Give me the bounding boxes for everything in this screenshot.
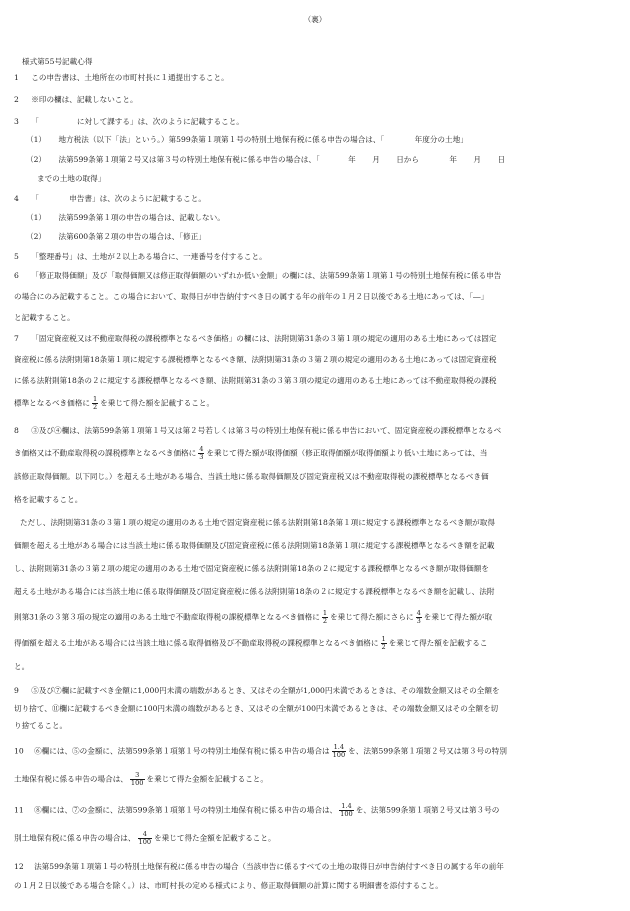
sub-item-number: （1）	[26, 213, 47, 222]
item-number: 5	[14, 252, 19, 261]
item-text: を乗じて得た額が取得価額（修正取得価額が取得価額より低い土地にあっては、当	[206, 448, 488, 458]
sub-item-number: （1）	[26, 135, 47, 144]
item-8	[14, 426, 501, 436]
item-text: 「固定資産税又は不動産取得税の課税標準となるべき価格」の欄には、法附則第31条の３第１項の規定の適用のある土地にあっては固定	[31, 334, 497, 343]
year-label: 年	[449, 155, 457, 164]
item-text: ⑥欄には、⑤の金額に、法第599条第１項第１号の特別土地保有税に係る申告の場合は	[34, 746, 330, 756]
item-number: 10	[14, 746, 24, 756]
item-8-para-2-line-3: し、法附則第31条の３第２項の規定の適用のある土地で固定資産税に係る法附則第18条の２に規定する課税標準となるべき額が取得価額を	[14, 564, 489, 573]
denominator: 3	[416, 617, 421, 625]
item-9-line-2: 切り捨て、⑪欄に記載するべき金額に100円未満の端数があるとき、又はその全額が100円未満であるときは、その端数金額又はその全額を切	[14, 704, 499, 713]
denominator: 2	[381, 643, 386, 651]
item-8-para-2-line-2: 価額を超える土地がある場合には当該土地に係る取得価額及び固定資産税に係る法附則第18条第１項に規定する課税標準となるべき額を記載	[14, 541, 495, 550]
item-4-sub-2	[26, 232, 206, 242]
item-4	[14, 194, 206, 204]
item-text: ⑤及び⑦欄に記載すべき金額に1,000円未満の端数があるとき、又はその全額が1,000円未満であるときは、その端数金額又はその全額を	[31, 686, 500, 695]
item-text: 則第31条の３第３項の規定の適用のある土地で不動産取得税の課税標準となるべき価格に	[14, 612, 320, 622]
item-7	[14, 334, 496, 344]
item-number: 12	[14, 862, 24, 871]
denominator: 2	[92, 403, 98, 411]
denominator: 100	[340, 810, 353, 818]
item-number: 3	[14, 117, 19, 126]
numerator: 4	[416, 609, 421, 617]
numerator: 1	[381, 635, 386, 643]
day-label: 日	[497, 155, 506, 164]
page-header: （裏）	[303, 15, 327, 24]
item-11-line-2	[14, 831, 276, 846]
item-text: を乗じて得た額を記載するこ	[388, 638, 488, 648]
sub-item-text: 法第600条第２項の申告の場合は、「修正」	[58, 232, 206, 241]
numerator: 1	[92, 395, 98, 403]
fraction-four-thirds	[198, 446, 204, 461]
item-12-line-2: の１月２日以後である場合を除く。）は、市町村長の定める様式により、修正取得価額の計算に関する明細書を添付すること。	[14, 881, 443, 890]
fraction-one-half	[322, 610, 328, 625]
item-text: この申告書は、土地所在の市町村長に１通提出すること。	[31, 73, 229, 82]
item-6-line-2: の場合にのみ記載すること。この場合において、取得日が申告納付すべき日の属する年の前年の１月２日以後である土地にあっては、「―」	[14, 292, 489, 301]
denominator: 3	[199, 453, 204, 461]
denominator: 100	[332, 751, 346, 759]
item-text: 「 に対して課する」は、次のように記載すること。	[31, 117, 244, 126]
item-8-para-2-line-6	[14, 636, 487, 651]
item-text: ※印の欄は、記載しないこと。	[31, 95, 138, 104]
fraction-one-half	[92, 396, 98, 411]
item-12	[14, 862, 504, 872]
numerator: 1.4	[339, 803, 354, 811]
item-text: を、法第599条第１項第２号又は第３号の	[355, 805, 500, 815]
item-7-line-2: 資産税に係る法附則第18条第１項に規定する課税標準となるべき額、法附則第31条の３第２項の規定の適用のある土地にあっては固定資産税	[14, 355, 497, 364]
item-text: 法第599条第１項第１号の特別土地保有税に係る申告の場合（当該申告に係るすべての土地の取得日が申告納付すべき日の属する年の前年	[34, 862, 504, 871]
item-text: 「修正取得価額」及び「取得価額又は修正取得価額のいずれか低い金額」の欄には、法第599条第１項第１号の特別土地保有税に係る申告	[31, 271, 502, 280]
item-8-para-2-line-5	[14, 610, 492, 625]
item-9-line-3: り捨てること。	[14, 721, 68, 730]
sub-item-text: 地方税法（以下「法」という。）第599条第１項第１号の特別土地保有税に係る申告の場合は、「 年度分の土地」	[58, 135, 468, 144]
fraction-3-over-100	[130, 772, 145, 787]
item-10	[14, 744, 507, 759]
item-text: 土地保有税に係る申告の場合は、	[14, 774, 128, 784]
item-text: 標準となるべき価格に	[14, 398, 90, 408]
item-text: き価格又は不動産取得税の課税標準となるべき価格に	[14, 448, 197, 458]
item-text: を乗じて得た額にさらに	[330, 612, 414, 622]
denominator: 100	[138, 838, 152, 846]
item-text: 得価額を超える土地がある場合には当該土地に係る取得価格及び不動産取得税の課税標準となるべき価格に	[14, 638, 379, 648]
item-9	[14, 686, 500, 696]
item-text: ③及び④欄は、法第599条第１項第１号又は第２号若しくは第３号の特別土地保有税に係る申告において、固定資産税の課税標準となるべ	[31, 426, 502, 435]
item-3	[14, 117, 244, 127]
item-text: を乗じて得た額を記載すること。	[100, 398, 215, 408]
month-label: 月	[372, 155, 380, 164]
numerator: 1	[322, 609, 328, 617]
item-8-para-2-line-4: 超える土地がある場合には当該土地に係る取得価額及び固定資産税に係る法附則第18条の２に規定する課税標準となるべき額を記載し、法附	[14, 587, 495, 596]
item-7-line-3: に係る法附則第18条の２に規定する課税標準となるべき額、法附則第31条の３第３項の規定の適用のある土地にあっては不動産取得税の課税	[14, 376, 497, 385]
item-number: 11	[14, 805, 24, 815]
item-3-sub-2-cont	[37, 174, 105, 184]
item-text: を乗じて得た金額を記載すること。	[146, 774, 268, 784]
sub-item-text: までの土地の取得」	[37, 174, 106, 183]
fraction-1.4-over-100	[332, 744, 347, 759]
item-text: ⑧欄には、⑦の金額に、法第599条第１項第１号の特別土地保有税に係る申告の場合は、	[34, 805, 338, 815]
numerator: 3	[130, 772, 145, 780]
item-7-line-4	[14, 396, 214, 411]
item-number: 6	[14, 271, 19, 280]
day-from-label: 日から	[396, 155, 419, 164]
item-text: 「整理番号」は、土地が２以上ある場合に、一連番号を付すること。	[31, 252, 267, 261]
item-text: を乗じて得た金額を記載すること。	[154, 833, 276, 843]
year-label: 年	[348, 155, 356, 164]
item-number: 9	[14, 686, 19, 695]
item-text: 別土地保有税に係る申告の場合は、	[14, 833, 136, 843]
item-text: 「 申告書」は、次のように記載すること。	[31, 194, 206, 203]
item-number: 2	[14, 95, 19, 104]
item-4-sub-1	[26, 213, 225, 223]
item-8-line-3: 該修正取得価額。以下同じ。）を超える土地がある場合、当該土地に係る取得価額及び固定資産税又は不動産取得税の課税標準となるべき価	[14, 472, 489, 481]
sub-item-text: 法第599条第１項の申告の場合は、記載しない。	[58, 213, 225, 222]
item-8-para-2-line-1: ただし、法附則第31条の３第１項の規定の適用のある土地で固定資産税に係る法附則第18条第１項に規定する課税標準となるべき額が取得	[20, 518, 495, 527]
numerator: 4	[138, 831, 153, 839]
item-number: 4	[14, 194, 19, 203]
item-11	[14, 803, 499, 818]
item-3-sub-2	[26, 155, 505, 165]
item-6-line-3: と記載すること。	[14, 313, 75, 322]
denominator: 100	[130, 779, 144, 787]
form-title: 様式第55号記載心得	[22, 57, 93, 66]
item-number: 1	[14, 73, 19, 82]
item-number: 7	[14, 334, 19, 343]
fraction-4-over-100	[138, 831, 153, 846]
numerator: 4	[199, 445, 204, 453]
item-3-sub-1	[26, 135, 468, 145]
item-2	[14, 95, 138, 105]
sub-item-number: （2）	[26, 232, 47, 241]
fraction-one-half	[381, 636, 387, 651]
denominator: 2	[322, 617, 328, 625]
fraction-four-thirds	[416, 610, 422, 625]
fraction-1.4-over-100	[339, 803, 354, 818]
item-10-line-2	[14, 772, 268, 787]
item-5	[14, 252, 267, 262]
item-text: を乗じて得た額が取	[423, 612, 493, 622]
sub-item-text: 法第599条第１項第２号又は第３号の特別土地保有税に係る申告の場合は、「	[58, 155, 320, 164]
item-8-para-2-line-7: と。	[14, 662, 30, 671]
item-number: 8	[14, 426, 19, 435]
month-label: 月	[473, 155, 482, 164]
item-8-line-2	[14, 446, 487, 461]
numerator: 1.4	[332, 744, 347, 752]
item-text: を、法第599条第１項第２号又は第３号の特別	[348, 746, 507, 756]
item-6	[14, 271, 501, 281]
item-8-line-4: 格を記載すること。	[14, 495, 83, 504]
sub-item-number: （2）	[26, 155, 47, 164]
item-1	[14, 73, 229, 83]
